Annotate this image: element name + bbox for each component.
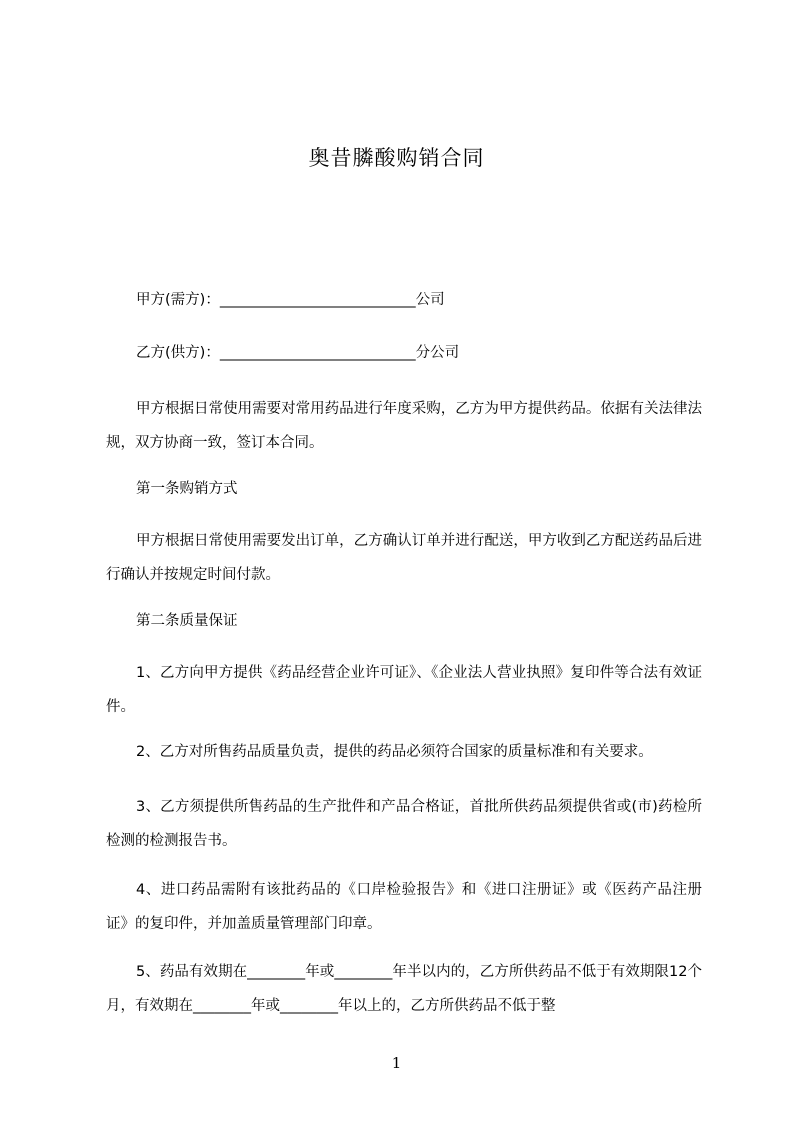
- intro-paragraph: 甲方根据日常使用需要对常用药品进行年度采购，乙方为甲方提供药品。依据有关法律法规，双方协商一致，签订本合同。: [106, 401, 702, 451]
- clause-5-paragraph: 5、药品有效期在________年或________年半以内的，乙方所供药品不低于有效期限12个月，有效期在________年或________年以上的，乙方所供药品不低于整: [106, 964, 702, 1014]
- clause-1-paragraph: 1、乙方向甲方提供《药品经营企业许可证》、《企业法人营业执照》复印件等合法有效证件。: [106, 665, 702, 715]
- document-title: 奥昔膦酸购销合同: [308, 146, 485, 170]
- clause-3-paragraph: 3、乙方须提供所售药品的生产批件和产品合格证，首批所供药品须提供省或(市)药检所检测的检测报告书。: [106, 799, 702, 849]
- clause-4-paragraph: 4、进口药品需附有该批药品的《口岸检验报告》和《进口注册证》或《医药产品注册证》的复印件，并加盖质量管理部门印章。: [106, 882, 702, 932]
- article-2-heading: 第二条质量保证: [136, 613, 238, 629]
- clause-2-paragraph: 2、乙方对所售药品质量负责，提供的药品必须符合国家的质量标准和有关要求。: [136, 744, 653, 760]
- article-1-heading: 第一条购销方式: [136, 481, 238, 497]
- party-b-line: 乙方(供方)：___________________________分公司: [136, 345, 460, 361]
- page-number: 1: [391, 1054, 402, 1072]
- article-1-paragraph: 甲方根据日常使用需要发出订单，乙方确认订单并进行配送，甲方收到乙方配送药品后进行确认并按规定时间付款。: [106, 533, 702, 583]
- party-a-line: 甲方(需方)：___________________________公司: [136, 292, 445, 308]
